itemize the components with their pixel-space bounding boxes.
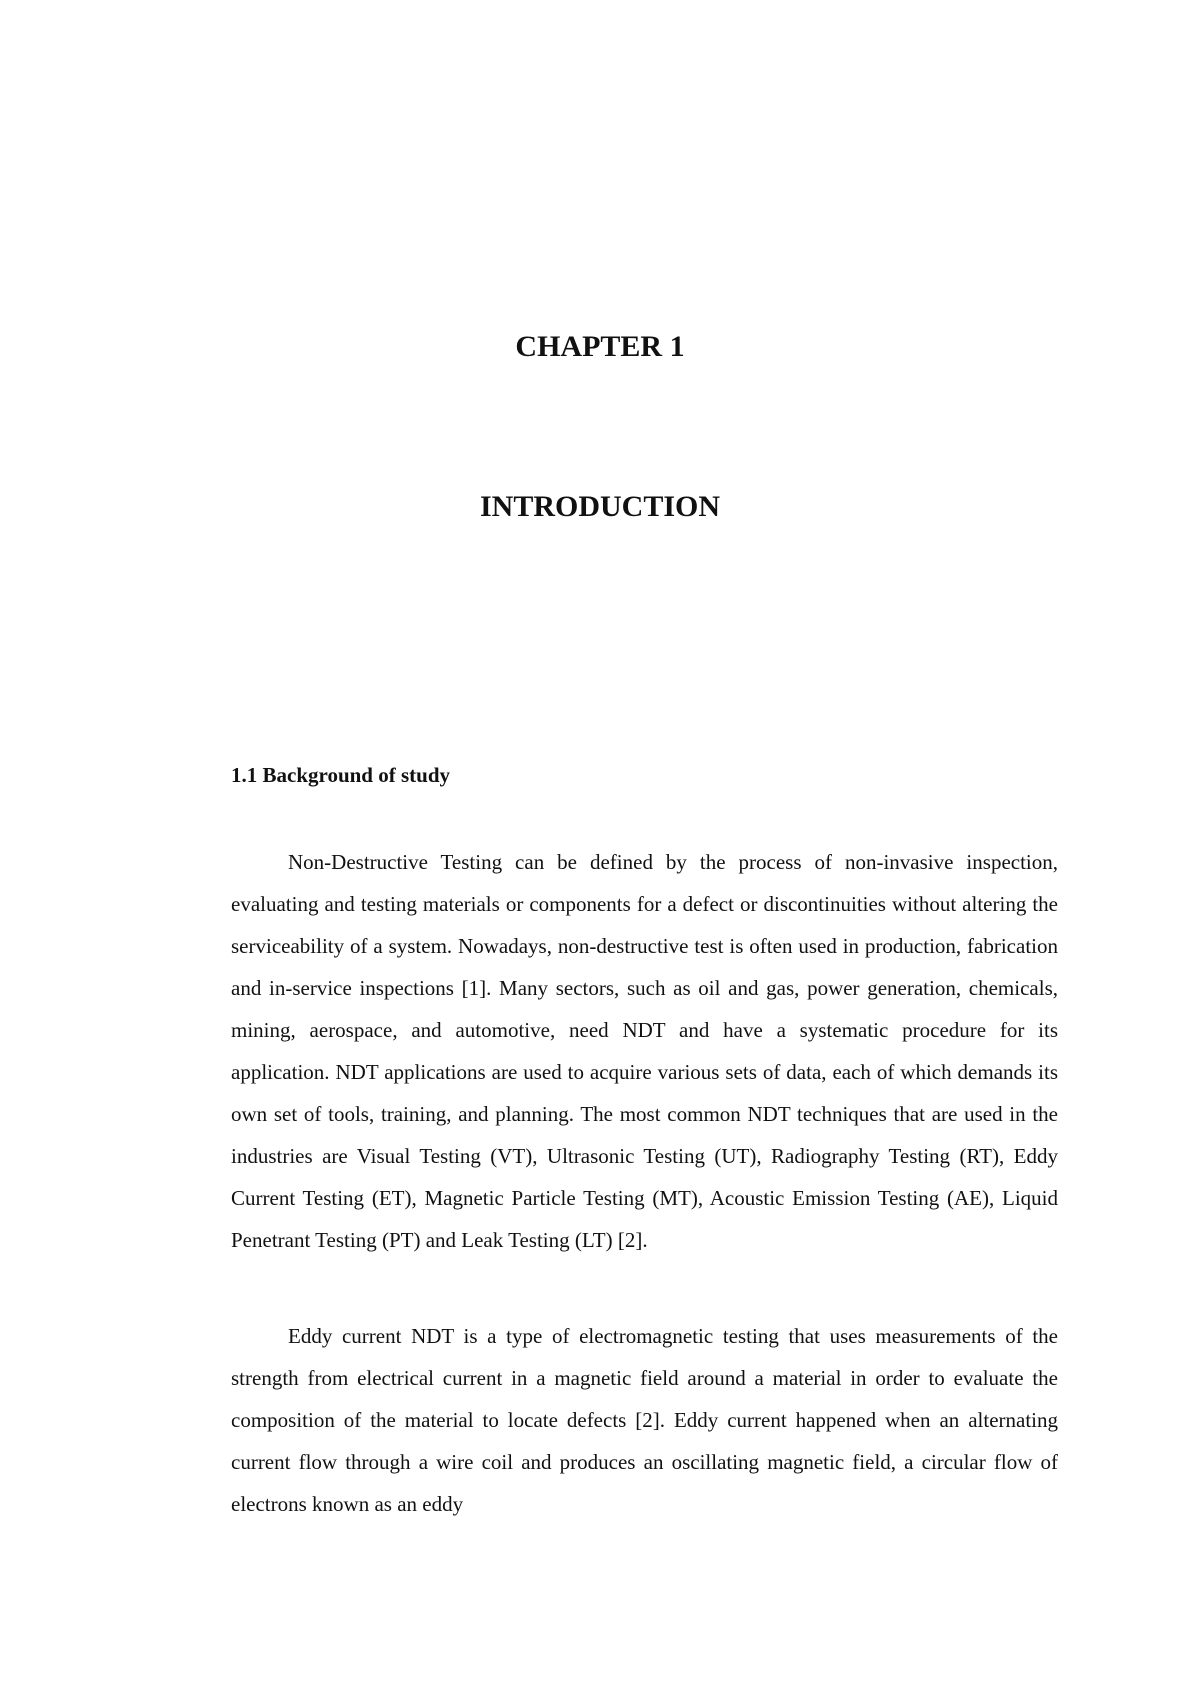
- body-paragraph: Non-Destructive Testing can be defined by the process of non-invasive inspection, evaluating and testing materials or components for a defect or discontinuities without altering the serviceability of a system. Nowadays, non-destructive test is often used in production, fabrication and in-service inspections [1]. Many sectors, such as oil and gas, power generation, chemicals, mining, aerospace, and automotive, need NDT and have a systematic procedure for its application. NDT applications are used to acquire various sets of data, each of which demands its own set of tools, training, and planning. The most common NDT techniques that are used in the industries are Visual Testing (VT), Ultrasonic Testing (UT), Radiography Testing (RT), Eddy Current Testing (ET), Magnetic Particle Testing (MT), Acoustic Emission Testing (AE), Liquid Penetrant Testing (PT) and Leak Testing (LT) [2].: [231, 850, 1058, 1252]
- section-heading: 1.1 Background of study: [231, 763, 451, 787]
- chapter-title: INTRODUCTION: [479, 490, 721, 523]
- chapter-number: CHAPTER 1: [515, 330, 685, 363]
- body-paragraph: Eddy current NDT is a type of electromagnetic testing that uses measurements of the strength from electrical current in a magnetic field around a material in order to evaluate the composition of the material to locate defects [2]. Eddy current happened when an alternating current flow through a wire coil and produces an oscillating magnetic field, a circular flow of electrons known as an eddy: [231, 1324, 1058, 1516]
